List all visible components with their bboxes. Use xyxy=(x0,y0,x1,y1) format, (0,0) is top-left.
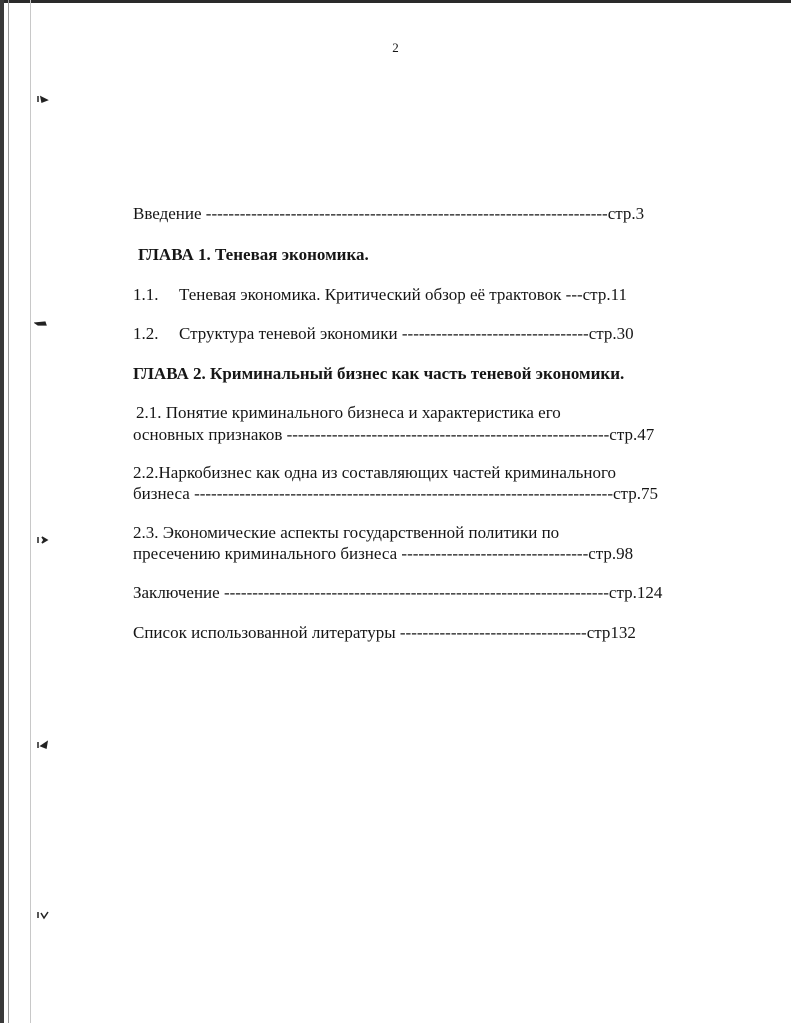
toc-entry-1-2 xyxy=(133,324,634,344)
toc-entry-number: 1.1. xyxy=(133,285,159,304)
punch-hole-mark-icon xyxy=(36,910,50,920)
toc-entry-number: 1.2. xyxy=(133,324,159,343)
punch-hole-mark-icon xyxy=(36,94,50,104)
toc-entry-label: Введение xyxy=(133,204,202,223)
scan-binding-line-faint xyxy=(30,0,31,1023)
toc-leader: --------------------------------- xyxy=(401,324,589,343)
toc-leader: -------------------------------------------------------------------------- xyxy=(194,484,614,503)
toc-leader: --------------------------------------------------------- xyxy=(286,425,610,444)
toc-entry-1-1 xyxy=(133,285,627,305)
toc-leader: ----------------------------------------------------------------------- xyxy=(205,204,608,223)
toc-page-ref: стр.75 xyxy=(613,484,658,503)
toc-entry-2-3-line2 xyxy=(133,544,633,564)
page-number: 2 xyxy=(392,40,399,55)
toc-entry-references xyxy=(133,623,636,643)
toc-entry-label: Теневая экономика. Критический обзор её трактовок xyxy=(179,285,562,304)
toc-entry-2-1-line1: 2.1. Понятие криминального бизнеса и характеристика его xyxy=(136,403,561,422)
toc-leader: --------------------------------- xyxy=(399,623,587,642)
toc-entry-label: Список использованной литературы xyxy=(133,623,396,642)
toc-entry-2-3-line1: 2.3. Экономические аспекты государственной политики по xyxy=(133,523,560,542)
toc-chapter-1-heading: ГЛАВА 1. Теневая экономика. xyxy=(138,245,369,264)
toc-page-ref: стр.3 xyxy=(607,204,645,223)
toc-entry-label: бизнеса xyxy=(133,484,190,503)
toc-page-ref: стр.124 xyxy=(608,583,663,602)
punch-hole-mark-icon xyxy=(36,740,50,750)
toc-page-ref: стр.98 xyxy=(588,544,634,563)
toc-entry-label: Структура теневой экономики xyxy=(179,324,398,343)
toc-entry-2-2-line1: 2.2.Наркобизнес как одна из составляющих частей криминального xyxy=(133,463,617,482)
toc-entry-intro xyxy=(133,204,644,224)
toc-page-ref: стр132 xyxy=(586,623,636,642)
toc-entry-2-1-line2 xyxy=(133,425,654,445)
scan-top-edge xyxy=(0,0,791,3)
scan-binding-line xyxy=(8,0,9,1023)
toc-leader: -------------------------------------------------------------------- xyxy=(223,583,609,602)
toc-entry-conclusion xyxy=(133,583,662,603)
toc-entry-label: основных признаков xyxy=(133,425,283,444)
toc-entry-label: пресечению криминального бизнеса xyxy=(133,544,398,563)
toc-leader: --------------------------------- xyxy=(401,544,589,563)
toc-leader: --- xyxy=(565,285,583,304)
punch-hole-mark-icon xyxy=(36,535,50,545)
toc-page-ref: стр.30 xyxy=(588,324,634,343)
toc-page-ref: стр.47 xyxy=(609,425,655,444)
toc-chapter-2-heading: ГЛАВА 2. Криминальный бизнес как часть теневой экономики. xyxy=(133,364,625,383)
punch-hole-mark-icon xyxy=(34,318,48,328)
scan-left-edge xyxy=(0,0,4,1023)
toc-entry-2-2-line2 xyxy=(133,484,658,504)
toc-entry-label: Заключение xyxy=(133,583,220,602)
toc-page-ref: стр.11 xyxy=(582,285,627,304)
